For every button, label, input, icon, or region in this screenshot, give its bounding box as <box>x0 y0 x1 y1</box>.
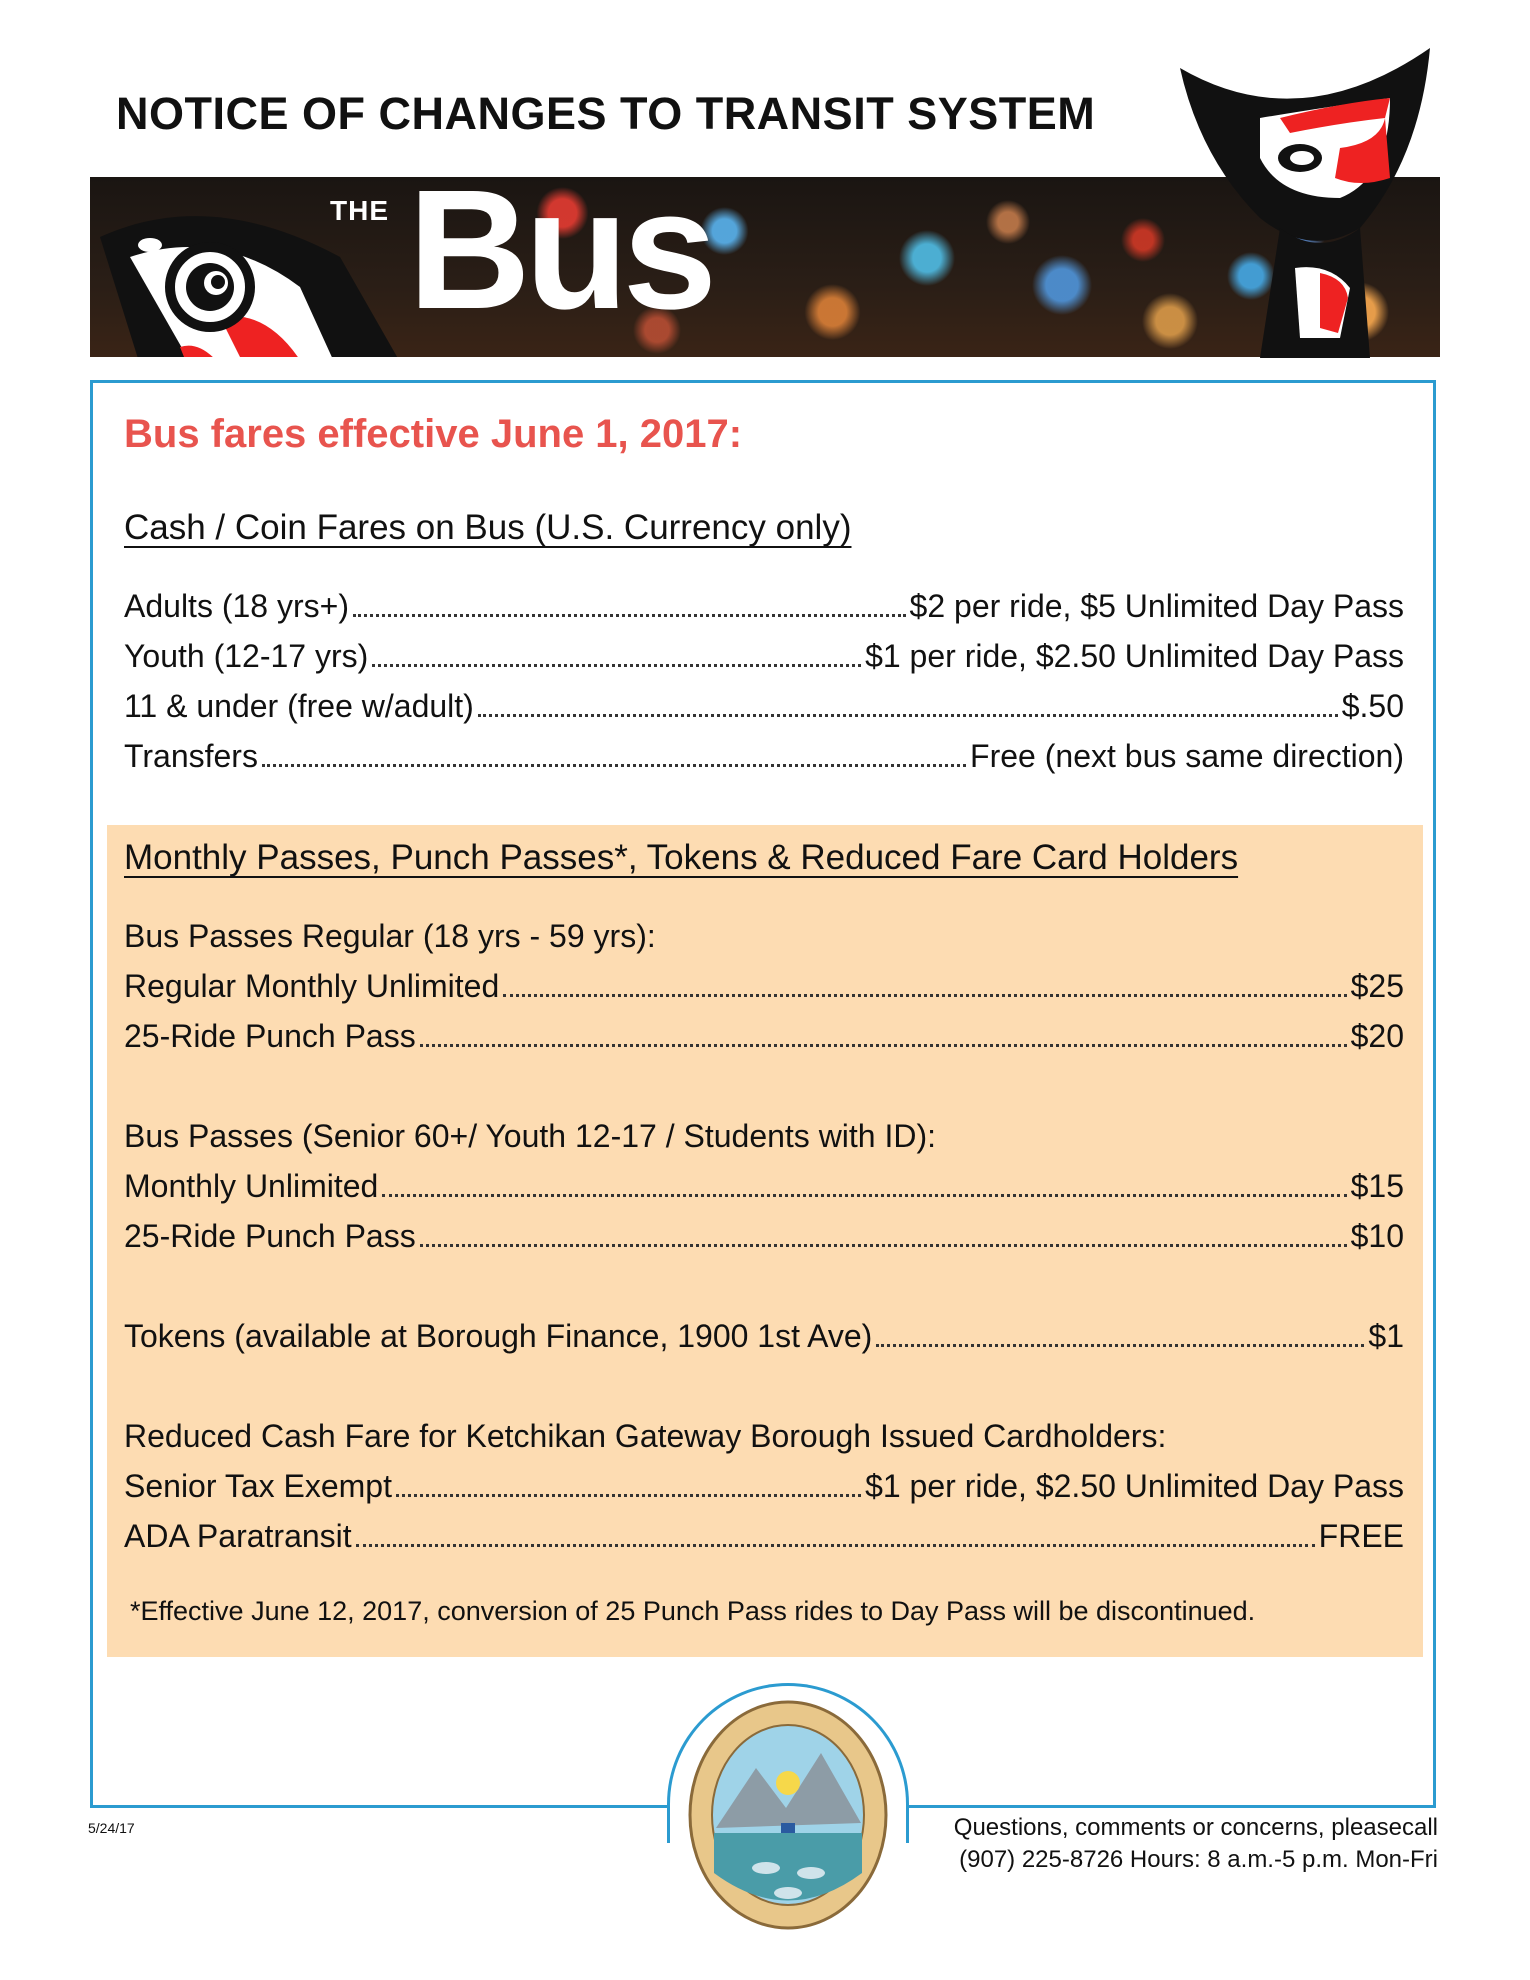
fare-row-youth: Youth (12-17 yrs) $1 per ride, $2.50 Unlimited Day Pass <box>124 638 1404 674</box>
cash-section-title: Cash / Coin Fares on Bus (U.S. Currency only) <box>124 508 852 547</box>
passes-section-title: Monthly Passes, Punch Passes*, Tokens & Reduced Fare Card Holders <box>124 838 1239 877</box>
tokens-row: Tokens (available at Borough Finance, 1900 1st Ave) $1 <box>124 1318 1404 1354</box>
contact-line-1: Questions, comments or concerns, pleasecall <box>953 1814 1438 1841</box>
banner-bus-text: Bus <box>408 177 712 345</box>
footnote: *Effective June 12, 2017, conversion of 25 Punch Pass rides to Day Pass will be discontinued. <box>130 1596 1256 1626</box>
publication-date: 5/24/17 <box>88 1820 135 1836</box>
regular-passes-heading: Bus Passes Regular (18 yrs - 59 yrs): <box>124 918 656 954</box>
cardholder-row-senior: Senior Tax Exempt $1 per ride, $2.50 Unlimited Day Pass <box>124 1468 1404 1504</box>
pass-row-regular-monthly: Regular Monthly Unlimited $25 <box>124 968 1404 1004</box>
cardholder-heading: Reduced Cash Fare for Ketchikan Gateway Borough Issued Cardholders: <box>124 1418 1167 1454</box>
banner-the-text: THE <box>330 195 389 226</box>
fare-row-adults: Adults (18 yrs+) $2 per ride, $5 Unlimited Day Pass <box>124 588 1404 624</box>
fare-row-children: 11 & under (free w/adult) $.50 <box>124 688 1404 724</box>
pass-row-reduced-punch: 25-Ride Punch Pass $10 <box>124 1218 1404 1254</box>
contact-info <box>908 1812 1438 1876</box>
borough-seal-icon <box>686 1698 891 1933</box>
pass-row-regular-punch: 25-Ride Punch Pass $20 <box>124 1018 1404 1054</box>
fare-row-transfers: Transfers Free (next bus same direction) <box>124 738 1404 774</box>
contact-line-2: (907) 225-8726 Hours: 8 a.m.-5 p.m. Mon-Fri <box>959 1846 1438 1873</box>
page-title: NOTICE OF CHANGES TO TRANSIT SYSTEM <box>116 88 1096 139</box>
reduced-passes-heading: Bus Passes (Senior 60+/ Youth 12-17 / Students with ID): <box>124 1118 937 1154</box>
raven-formline-icon <box>1170 48 1440 358</box>
cardholder-row-ada: ADA Paratransit FREE <box>124 1518 1404 1554</box>
pass-row-reduced-monthly: Monthly Unlimited $15 <box>124 1168 1404 1204</box>
fares-heading: Bus fares effective June 1, 2017: <box>124 412 743 456</box>
